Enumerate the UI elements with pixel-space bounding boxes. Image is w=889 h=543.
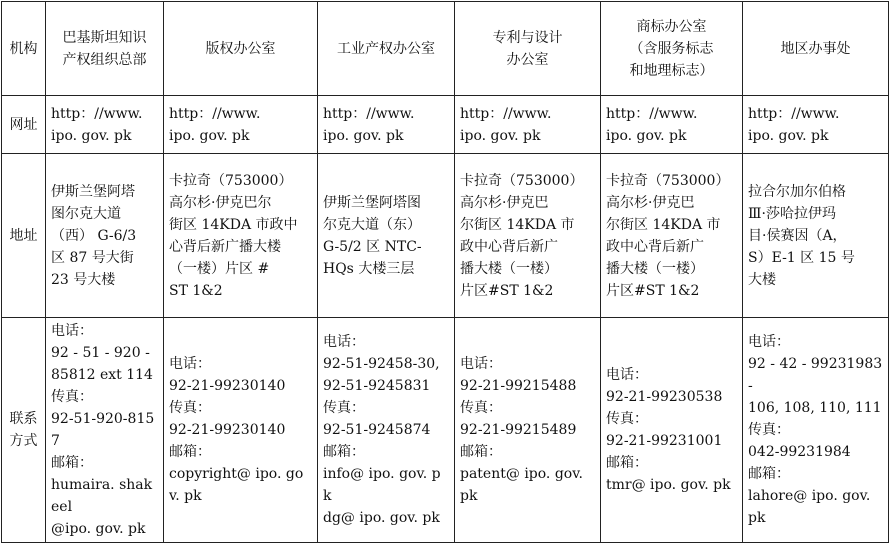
cell-line: 商标办公室 [636,18,707,35]
cell-line: 播大楼（一楼） [606,260,704,277]
cell-line: http：//www. [606,105,698,122]
cell-line: 邮箱： [460,444,502,460]
cell-line: http：//www. [748,105,840,122]
cell-line: patent@ ipo. gov. pk [460,466,583,504]
table-cell [743,318,889,543]
cell-line: 电话： [323,334,365,350]
table-cell [164,154,318,318]
cell-line: 邮箱： [606,455,648,471]
cell-line: 23 号大楼 [51,271,116,288]
cell-line: 92-21-99230140 [169,378,286,394]
cell-line: 伊斯兰堡阿塔 [51,183,135,200]
row-label [2,96,46,154]
cell-line: dg@ ipo. gov. pk [323,510,440,526]
cell-line: 拉合尔加尔伯格 [748,183,846,200]
cell-line: 92-51-920-8157 [51,411,155,449]
cell-line: 尔克大道（东） [323,216,421,233]
cell-line: 92-21-99230538 [606,389,723,405]
cell-line: http：//www. [169,105,261,122]
cell-line: 尔街区 14KDA 市 [606,216,721,233]
header-cell [455,2,601,96]
row-label [2,318,46,543]
cell-line: 地址 [9,227,38,244]
cell-line: 工业产权办公室 [337,40,435,57]
cell-line: 大楼 [748,271,776,288]
cell-line: 机构 [9,40,38,57]
cell-line: http：//www. [460,105,552,122]
table-cell [455,96,601,154]
table-cell [601,96,743,154]
cell-line: 邮箱： [748,466,790,482]
cell-line: 92-21-99231001 [606,433,723,449]
cell-line: 街区 14KDA 市政中 [169,216,298,233]
cell-line: 心背后新广播大楼 [169,238,281,255]
cell-line: HQs 大楼三层 [323,260,415,277]
cell-line: 片区#ST 1&2 [460,282,554,299]
cell-line: （含服务标志 [629,40,714,57]
cell-line: 传真： [323,400,365,416]
cell-line: 政中心背后新广 [606,238,704,255]
cell-line: 传真： [169,400,211,416]
cell-line: 图尔克大道 [51,205,121,222]
cell-line: 片区#ST 1&2 [606,282,700,299]
cell-line: G-5/2 区 NTC- [323,238,422,255]
header-cell [164,2,318,96]
cell-line: 电话： [51,323,93,339]
cell-line: 92 - 42 - 99231983- [748,356,883,394]
cell-line: 邮箱： [169,444,211,460]
cell-line: 92-21-99230140 [169,422,286,438]
cell-line: 目·侯赛因（A， [748,227,847,244]
cell-line: @ipo. gov. pk [51,521,146,537]
table-cell [46,318,164,543]
cell-line: 卡拉奇（753000） [606,172,730,189]
cell-line: 85812 ext 114 [51,367,153,383]
cell-line: 政中心背后新广 [460,238,558,255]
cell-line: 电话： [606,367,648,383]
cell-line: 92-21-99215488 [460,378,577,394]
table-cell [455,154,601,318]
table-cell [318,96,455,154]
cell-line: ipo. gov. pk [323,127,404,144]
cell-line: 和地理标志） [629,62,714,79]
cell-line: http：//www. [323,105,415,122]
cell-line: （一楼）片区 # [169,260,270,277]
header-cell [2,2,46,96]
cell-line: 电话： [460,356,502,372]
cell-line: 高尔杉·伊克巴 [460,194,549,211]
cell-line: ipo. gov. pk [748,127,829,144]
cell-line: 产权组织总部 [62,51,147,68]
cell-line: 邮箱： [323,444,365,460]
cell-line: 传真： [51,389,93,405]
cell-line: 区 87 号大街 [51,249,134,266]
cell-line: 卡拉奇（753000） [460,172,584,189]
header-cell [46,2,164,96]
cell-line: 播大楼（一楼） [460,260,558,277]
cell-line: ST 1&2 [169,282,223,299]
header-cell [743,2,889,96]
cell-line: 传真： [606,411,648,427]
cell-line: ipo. gov. pk [460,127,541,144]
cell-line: http：//www. [51,105,143,122]
cell-line: ipo. gov. pk [51,127,132,144]
cell-line: 042-99231984 [748,444,851,460]
header-row [2,2,889,96]
table-cell [164,96,318,154]
cell-line: 106, 108, 110, 111 [748,400,882,416]
cell-line: 版权办公室 [205,40,276,57]
row-label [2,154,46,318]
cell-line: 92-51-92458-30, [323,356,440,372]
table-cell [318,318,455,543]
cell-line: （西） G-6/3 [51,227,137,244]
cell-line: 邮箱： [51,455,93,471]
cell-line: 专利与设计 [492,29,563,46]
cell-line: 电话： [169,356,211,372]
cell-line: 92 - 51 - 920 - [51,345,150,361]
cell-line: Ⅲ·莎哈拉伊玛 [748,205,836,222]
cell-line: 伊斯兰堡阿塔图 [323,194,421,211]
cell-line: 传真： [460,400,502,416]
table-cell [743,96,889,154]
cell-line: humaira. shakeel [51,477,153,515]
table-cell [743,154,889,318]
cell-line: lahore@ ipo. gov. pk [748,488,871,526]
cell-line: 尔街区 14KDA 市 [460,216,575,233]
table-cell [46,154,164,318]
cell-line: 高尔杉·伊克巴尔 [169,194,272,211]
cell-line: info@ ipo. gov. pk [323,466,441,504]
cell-line: 高尔杉·伊克巴 [606,194,695,211]
cell-line: 网址 [9,116,38,133]
header-cell [601,2,743,96]
website-row [2,96,889,154]
cell-line: copyright@ ipo. gov. pk [169,466,304,504]
cell-line: 92-51-9245831 [323,378,431,394]
header-cell [318,2,455,96]
table-cell [164,318,318,543]
cell-line: 联系 [9,411,38,427]
cell-line: tmr@ ipo. gov. pk [606,477,731,493]
cell-line: 卡拉奇（753000） [169,172,293,189]
table-cell [455,318,601,543]
cell-line: 地区办事处 [780,40,851,57]
cell-line: 办公室 [506,51,549,68]
cell-line: 电话： [748,334,790,350]
cell-line: 92-51-9245874 [323,422,431,438]
cell-line: 巴基斯坦知识 [62,29,147,46]
cell-line: ipo. gov. pk [169,127,250,144]
cell-line: S）E-1 区 15 号 [748,249,855,266]
contact-row [2,318,889,543]
table-cell [601,154,743,318]
cell-line: 92-21-99215489 [460,422,577,438]
cell-line: 传真： [748,422,790,438]
address-row [2,154,889,318]
table-cell [601,318,743,543]
cell-line: 方式 [9,433,38,449]
table-cell [46,96,164,154]
ipo-pakistan-offices-table [1,1,889,543]
cell-line: ipo. gov. pk [606,127,687,144]
table-cell [318,154,455,318]
